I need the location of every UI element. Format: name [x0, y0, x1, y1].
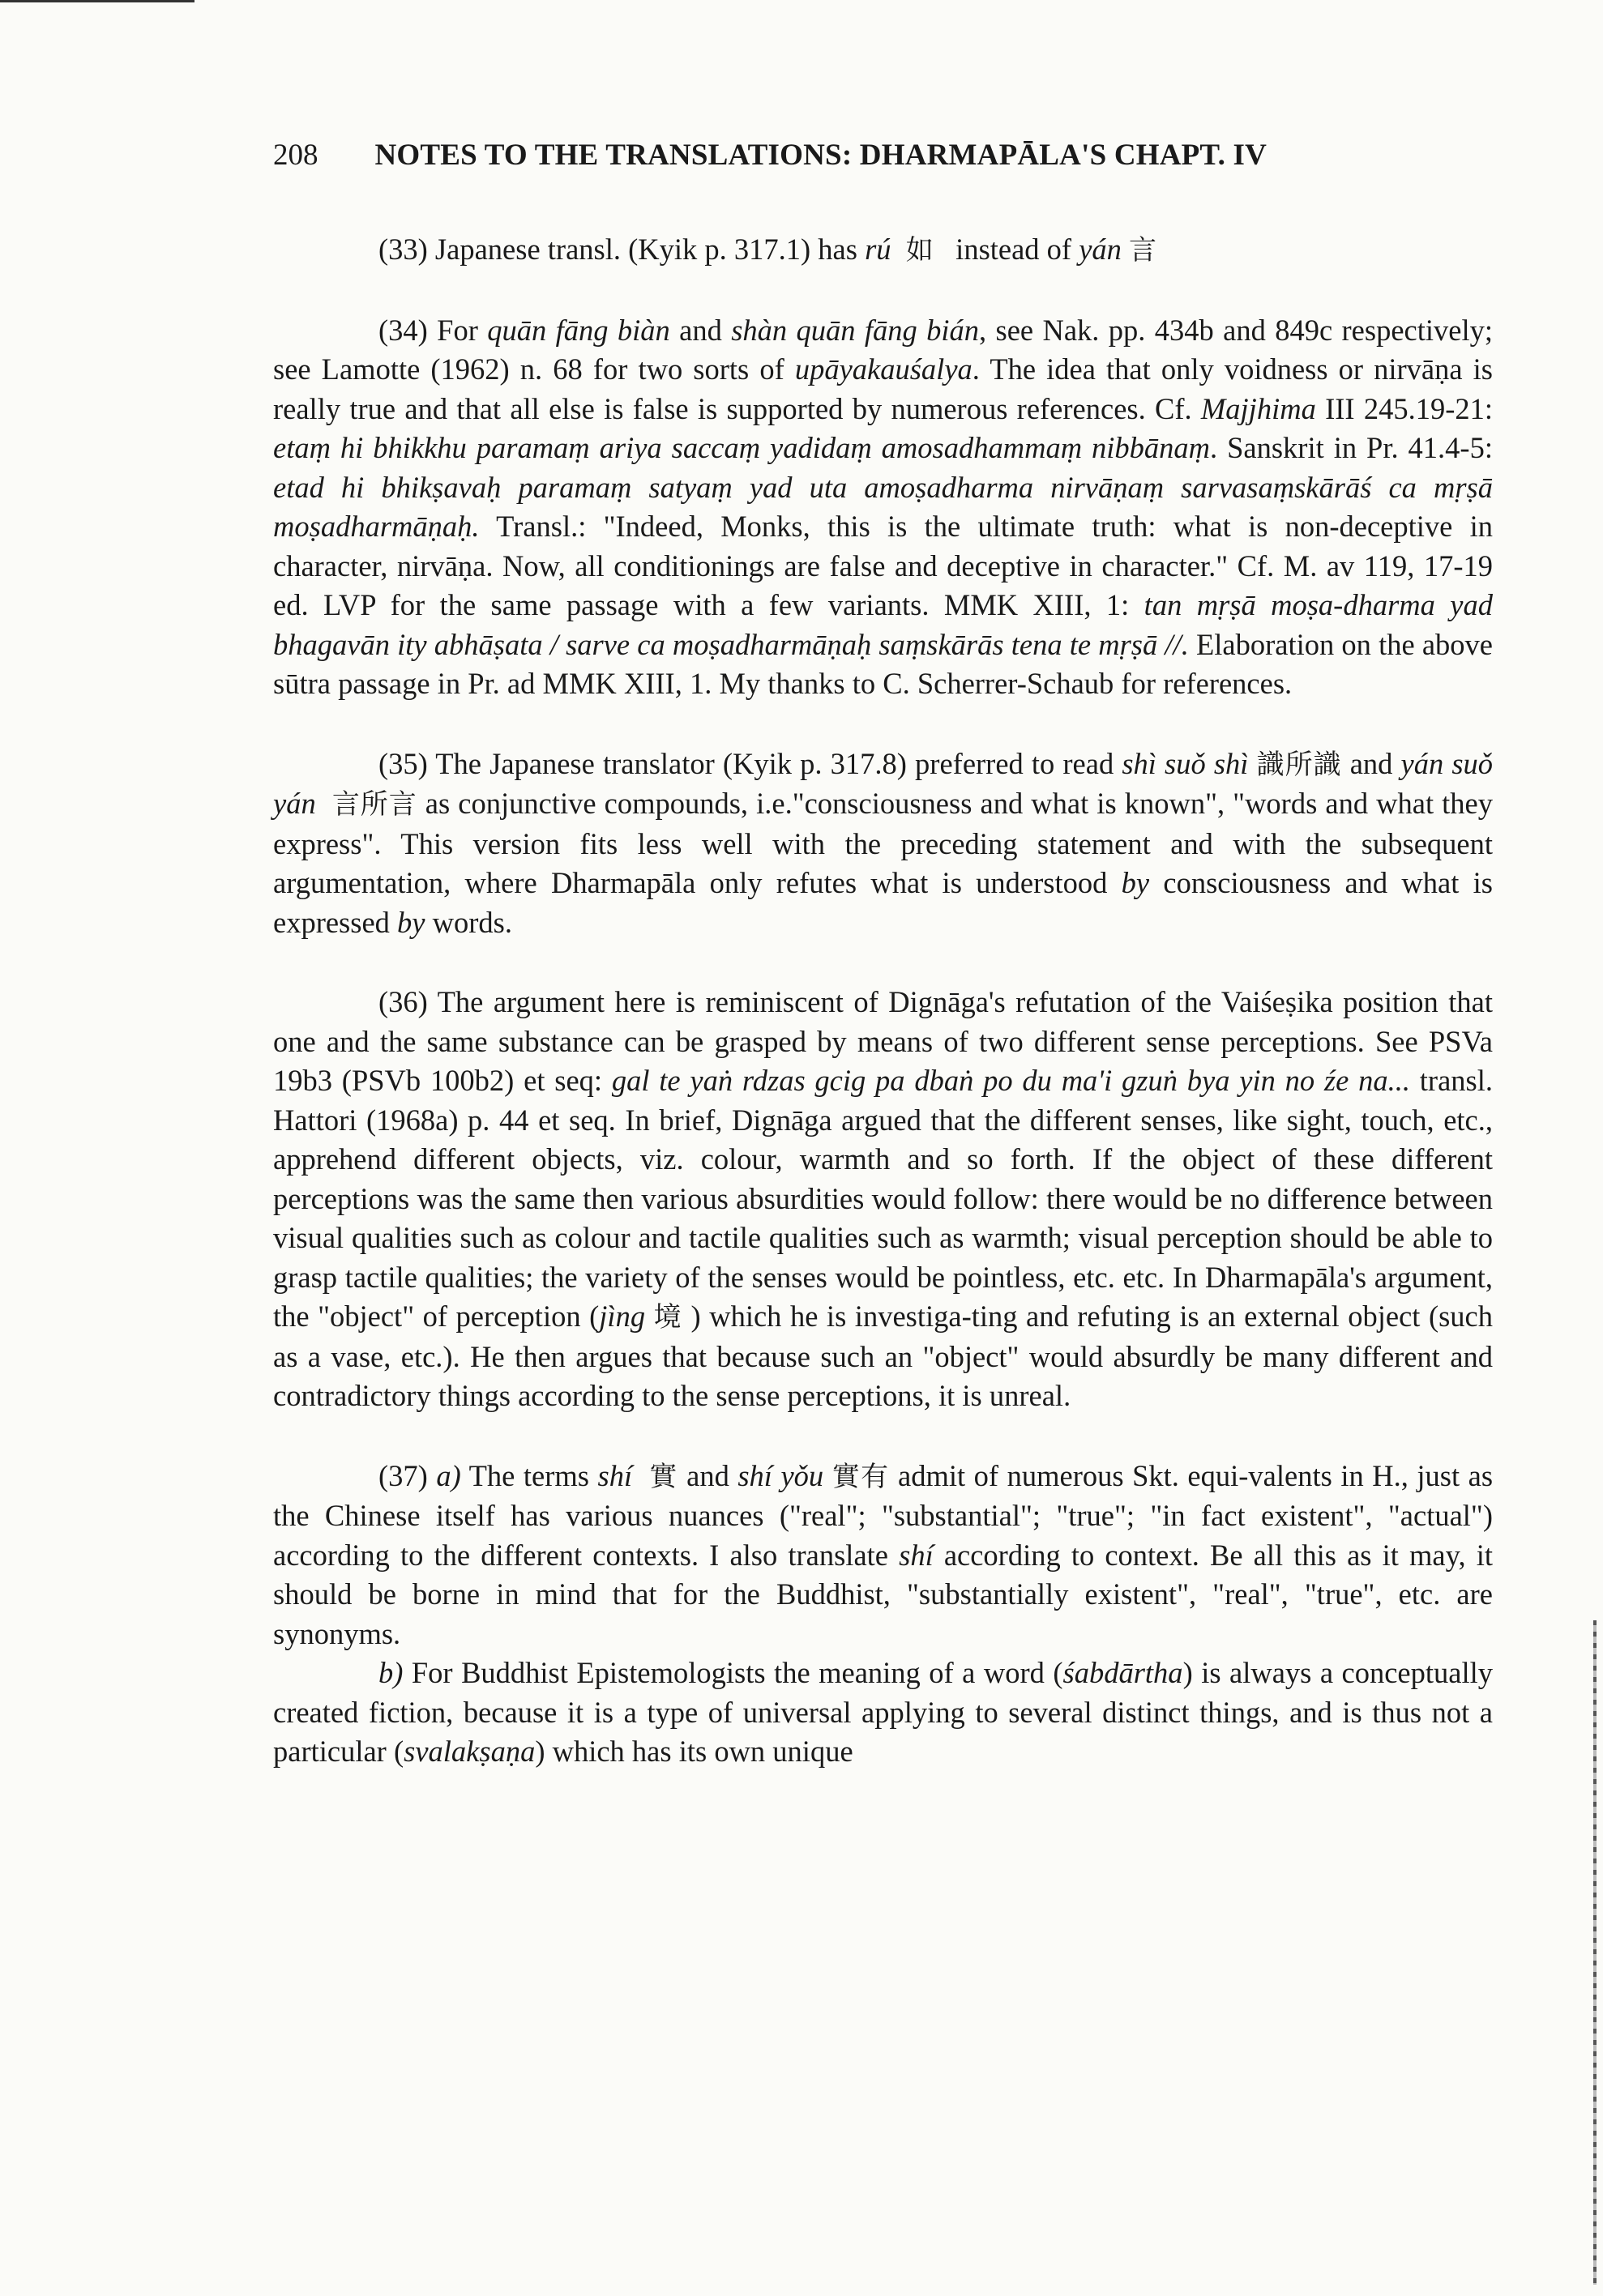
italic-term: rú	[865, 233, 891, 266]
text: ) which has its own unique	[535, 1735, 853, 1768]
chinese-char: 言	[1129, 234, 1157, 267]
text: words.	[425, 905, 512, 939]
text: Elaboration on the above sūtra passage in Pr. ad MMK XIII, 1. My thanks to C. Scherrer-Schaub for references.	[273, 627, 1493, 700]
note-37a	[273, 1457, 1493, 1654]
note-36	[273, 983, 1493, 1416]
text: as conjunctive compounds, i.e."consciousness and what is known", "words and what they express". This version fits less well with the preceding statement and with the subsequent argumentation, where Dharmapāla only refutes what is understood	[273, 787, 1494, 899]
running-title: NOTES TO THE TRANSLATIONS: DHARMAPĀLA'S CHAPT. IV	[374, 139, 1267, 172]
text: (33) Japanese transl. (Kyik p. 317.1) has	[378, 233, 866, 266]
text: ) is always a conceptually created fiction, because it is a type of universal applying to several distinct things, and is thus not a particular (	[273, 1656, 1494, 1768]
text: ) which he is investiga-ting and refuting is an external object (such as a vase, etc.). He then argues that because such an "object" would absurdly be many different and contradictory things according to the sense perceptions, it is unreal.	[273, 1300, 1494, 1412]
italic-term: quān fāng biàn	[487, 313, 670, 347]
text: admit of numerous Skt. equi-valents in H., just as the Chinese itself has various nuances ("real"; "substantial"; "true"; "in fact existent", "actual") according to the different contexts. I also translate	[273, 1458, 1494, 1572]
italic-term: yán suǒ yán	[273, 746, 1494, 820]
italic-quote: etaṃ hi bhikkhu paramaṃ ariya saccaṃ yadidaṃ amosadhammaṃ nibbānaṃ	[273, 431, 1211, 464]
scan-edge-mark	[0, 0, 194, 2]
italic-term: a)	[436, 1458, 461, 1492]
text: (36) The argument here is reminiscent of Dignāga's refutation of the Vaiśeṣika position that one and the same substance can be grasped by means of two different sense perceptions. See PSVa 19b3 (PSVb 100b2) et seq:	[273, 985, 1493, 1097]
text: The terms	[460, 1458, 598, 1492]
text: instead of	[948, 233, 1079, 266]
italic-term: shí	[899, 1538, 934, 1572]
italic-term: shàn quān fāng bián	[731, 313, 980, 347]
text: transl. Hattori (1968a) p. 44 et seq. In brief, Dignāga argued that the different senses, like sight, touch, etc., apprehend different objects, viz. colour, warmth and so forth. If the object of these different perceptions was the same then various absurdities would follow: there would be no difference between visual qualities such as colour and tactile qualities such as warmth; visual perception should be able to grasp tactile qualities; the variety of the senses would be pointless, etc. etc. In Dharmapāla's argument, the "object" of perception (	[273, 1064, 1494, 1333]
chinese-chars: 識所識	[1256, 748, 1342, 781]
chinese-chars: 實有	[831, 1460, 890, 1493]
italic-term: jìng	[599, 1300, 646, 1333]
italic-term: shí	[597, 1458, 633, 1492]
text: Transl.: "Indeed, Monks, this is the ultimate truth: what is non-deceptive in character, nirvāṇa. Now, all conditionings are false and deceptive in character." Cf. M. av 119, 17-19 ed. LVP for the same passage with a few variants. MMK XIII, 1:	[273, 510, 1493, 621]
italic-term: by	[397, 905, 425, 939]
text: , see Nak. pp. 434b and 849c respectively; see Lamotte (1962) n. 68 for two sorts of	[273, 313, 1493, 386]
chinese-chars: 言所言	[331, 788, 417, 821]
running-header	[273, 136, 1493, 175]
scan-edge-shadow	[1593, 1620, 1597, 2285]
italic-term: by	[1121, 866, 1150, 899]
note-35	[273, 745, 1493, 943]
italic-term: śabdārtha	[1062, 1656, 1183, 1689]
italic-term: svalakṣaṇa	[404, 1735, 536, 1768]
chinese-char: 如	[905, 234, 934, 267]
text: and	[1341, 746, 1401, 780]
text: . Sanskrit in Pr. 41.4-5:	[1210, 431, 1493, 464]
text: . The idea that only voidness or nirvāṇa is really true and that all else is false is supported by numerous references. Cf.	[273, 352, 1494, 425]
text: consciousness and what is expressed	[273, 866, 1493, 939]
page-number: 208	[273, 139, 318, 172]
italic-term: shì suǒ shì	[1122, 746, 1249, 780]
text: and	[669, 313, 732, 347]
italic-term: b)	[378, 1656, 404, 1689]
text: (35) The Japanese translator (Kyik p. 317.8) preferred to read	[378, 746, 1122, 780]
text: For Buddhist Epistemologists the meaning of a word (	[403, 1656, 1063, 1689]
chinese-char: 實	[649, 1460, 678, 1493]
text: (34) For	[378, 313, 488, 347]
note-37b	[273, 1654, 1493, 1772]
italic-term: upāyakauśalya	[794, 352, 972, 386]
text: according to context. Be all this as it may, it should be borne in mind that for the Buddhist, "substantially existent", "real", "true", etc. are synonyms.	[273, 1538, 1493, 1650]
italic-quote: etad hi bhikṣavaḥ paramaṃ satyaṃ yad uta amoṣadharma nirvāṇaṃ sarvasaṃskārāś ca mṛṣā moṣadharmāṇaḥ.	[273, 470, 1493, 543]
italic-quote: gal te yaṅ rdzas gcig pa dbaṅ po du ma'i gzuṅ bya yin no źe na...	[611, 1064, 1410, 1097]
italic-quote: tan mṛṣā moṣa-dharma yad bhagavān ity abhāṣata / sarve ca moṣadharmāṇaḥ saṃskārās tena te mṛṣā //.	[273, 588, 1493, 661]
text: (37)	[378, 1458, 437, 1492]
text: and	[678, 1458, 738, 1492]
note-34	[273, 311, 1493, 704]
chinese-char: 境	[653, 1301, 683, 1334]
book-page	[273, 136, 1493, 1772]
italic-term: Majjhima	[1200, 391, 1316, 425]
text: III 245.19-21:	[1315, 391, 1493, 425]
italic-term: yán	[1079, 233, 1122, 266]
note-33	[273, 230, 1493, 271]
italic-term: shí yǒu	[737, 1458, 824, 1492]
